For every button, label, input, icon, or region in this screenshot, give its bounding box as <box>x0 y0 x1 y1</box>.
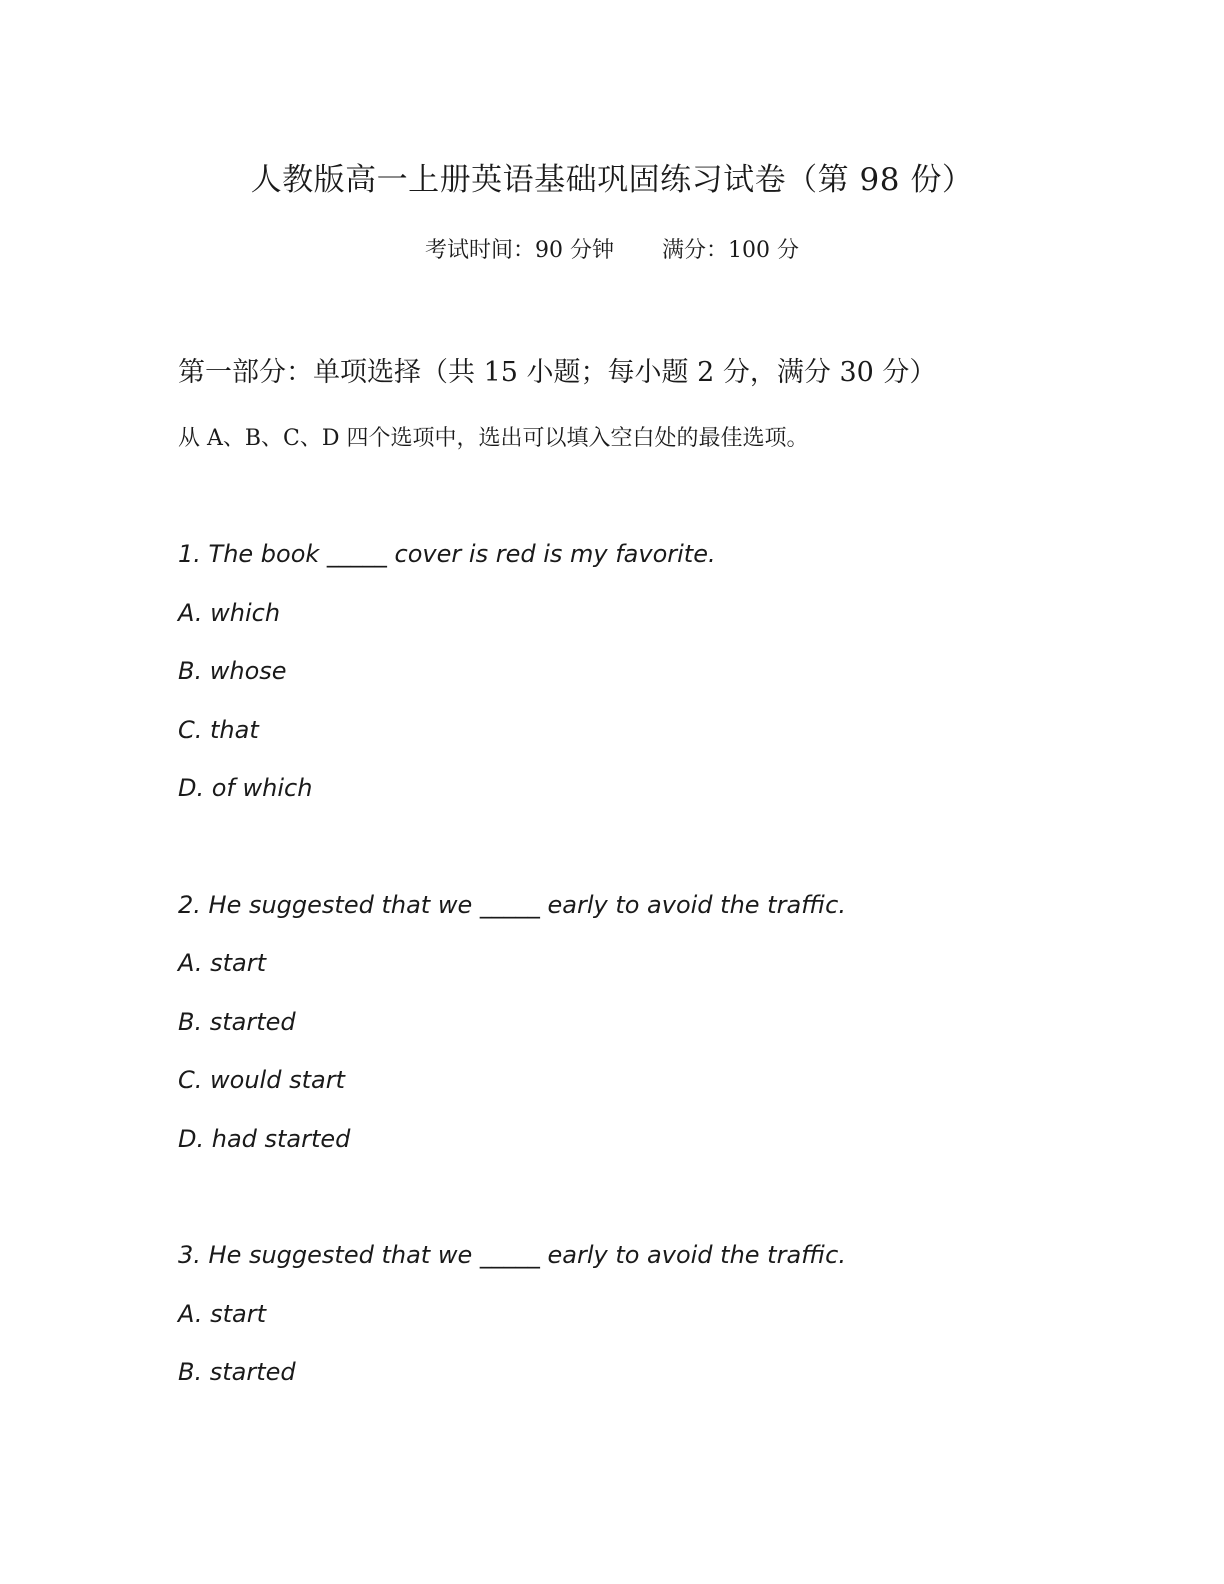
question-2-option-c: C. would start <box>178 1066 345 1094</box>
question-2-stem: 2. He suggested that we _____ early to avoid the traffic. <box>178 891 846 919</box>
document-title: 人教版高一上册英语基础巩固练习试卷（第 98 份） <box>250 162 974 198</box>
question-2-option-a: A. start <box>178 949 267 977</box>
question-1-stem: 1. The book _____ cover is red is my favorite. <box>178 540 716 568</box>
question-3-stem: 3. He suggested that we _____ early to avoid the traffic. <box>178 1241 846 1269</box>
question-2-option-b: B. started <box>178 1008 296 1036</box>
section-heading: 第一部分：单项选择（共 15 小题；每小题 2 分，满分 30 分） <box>178 357 937 388</box>
exam-info <box>0 234 1224 268</box>
full-score: 满分：100 分 <box>662 238 799 263</box>
question-3-option-b: B. started <box>178 1358 296 1386</box>
question-2-option-d: D. had started <box>178 1125 351 1153</box>
exam-time: 考试时间：90 分钟 <box>425 238 614 263</box>
question-1-option-b: B. whose <box>178 657 287 685</box>
question-1-option-a: A. which <box>178 599 281 627</box>
question-3-option-a: A. start <box>178 1300 267 1328</box>
question-1-option-c: C. that <box>178 716 259 744</box>
section-instruction: 从 A、B、C、D 四个选项中，选出可以填入空白处的最佳选项。 <box>178 426 809 451</box>
question-1-option-d: D. of which <box>178 774 313 802</box>
